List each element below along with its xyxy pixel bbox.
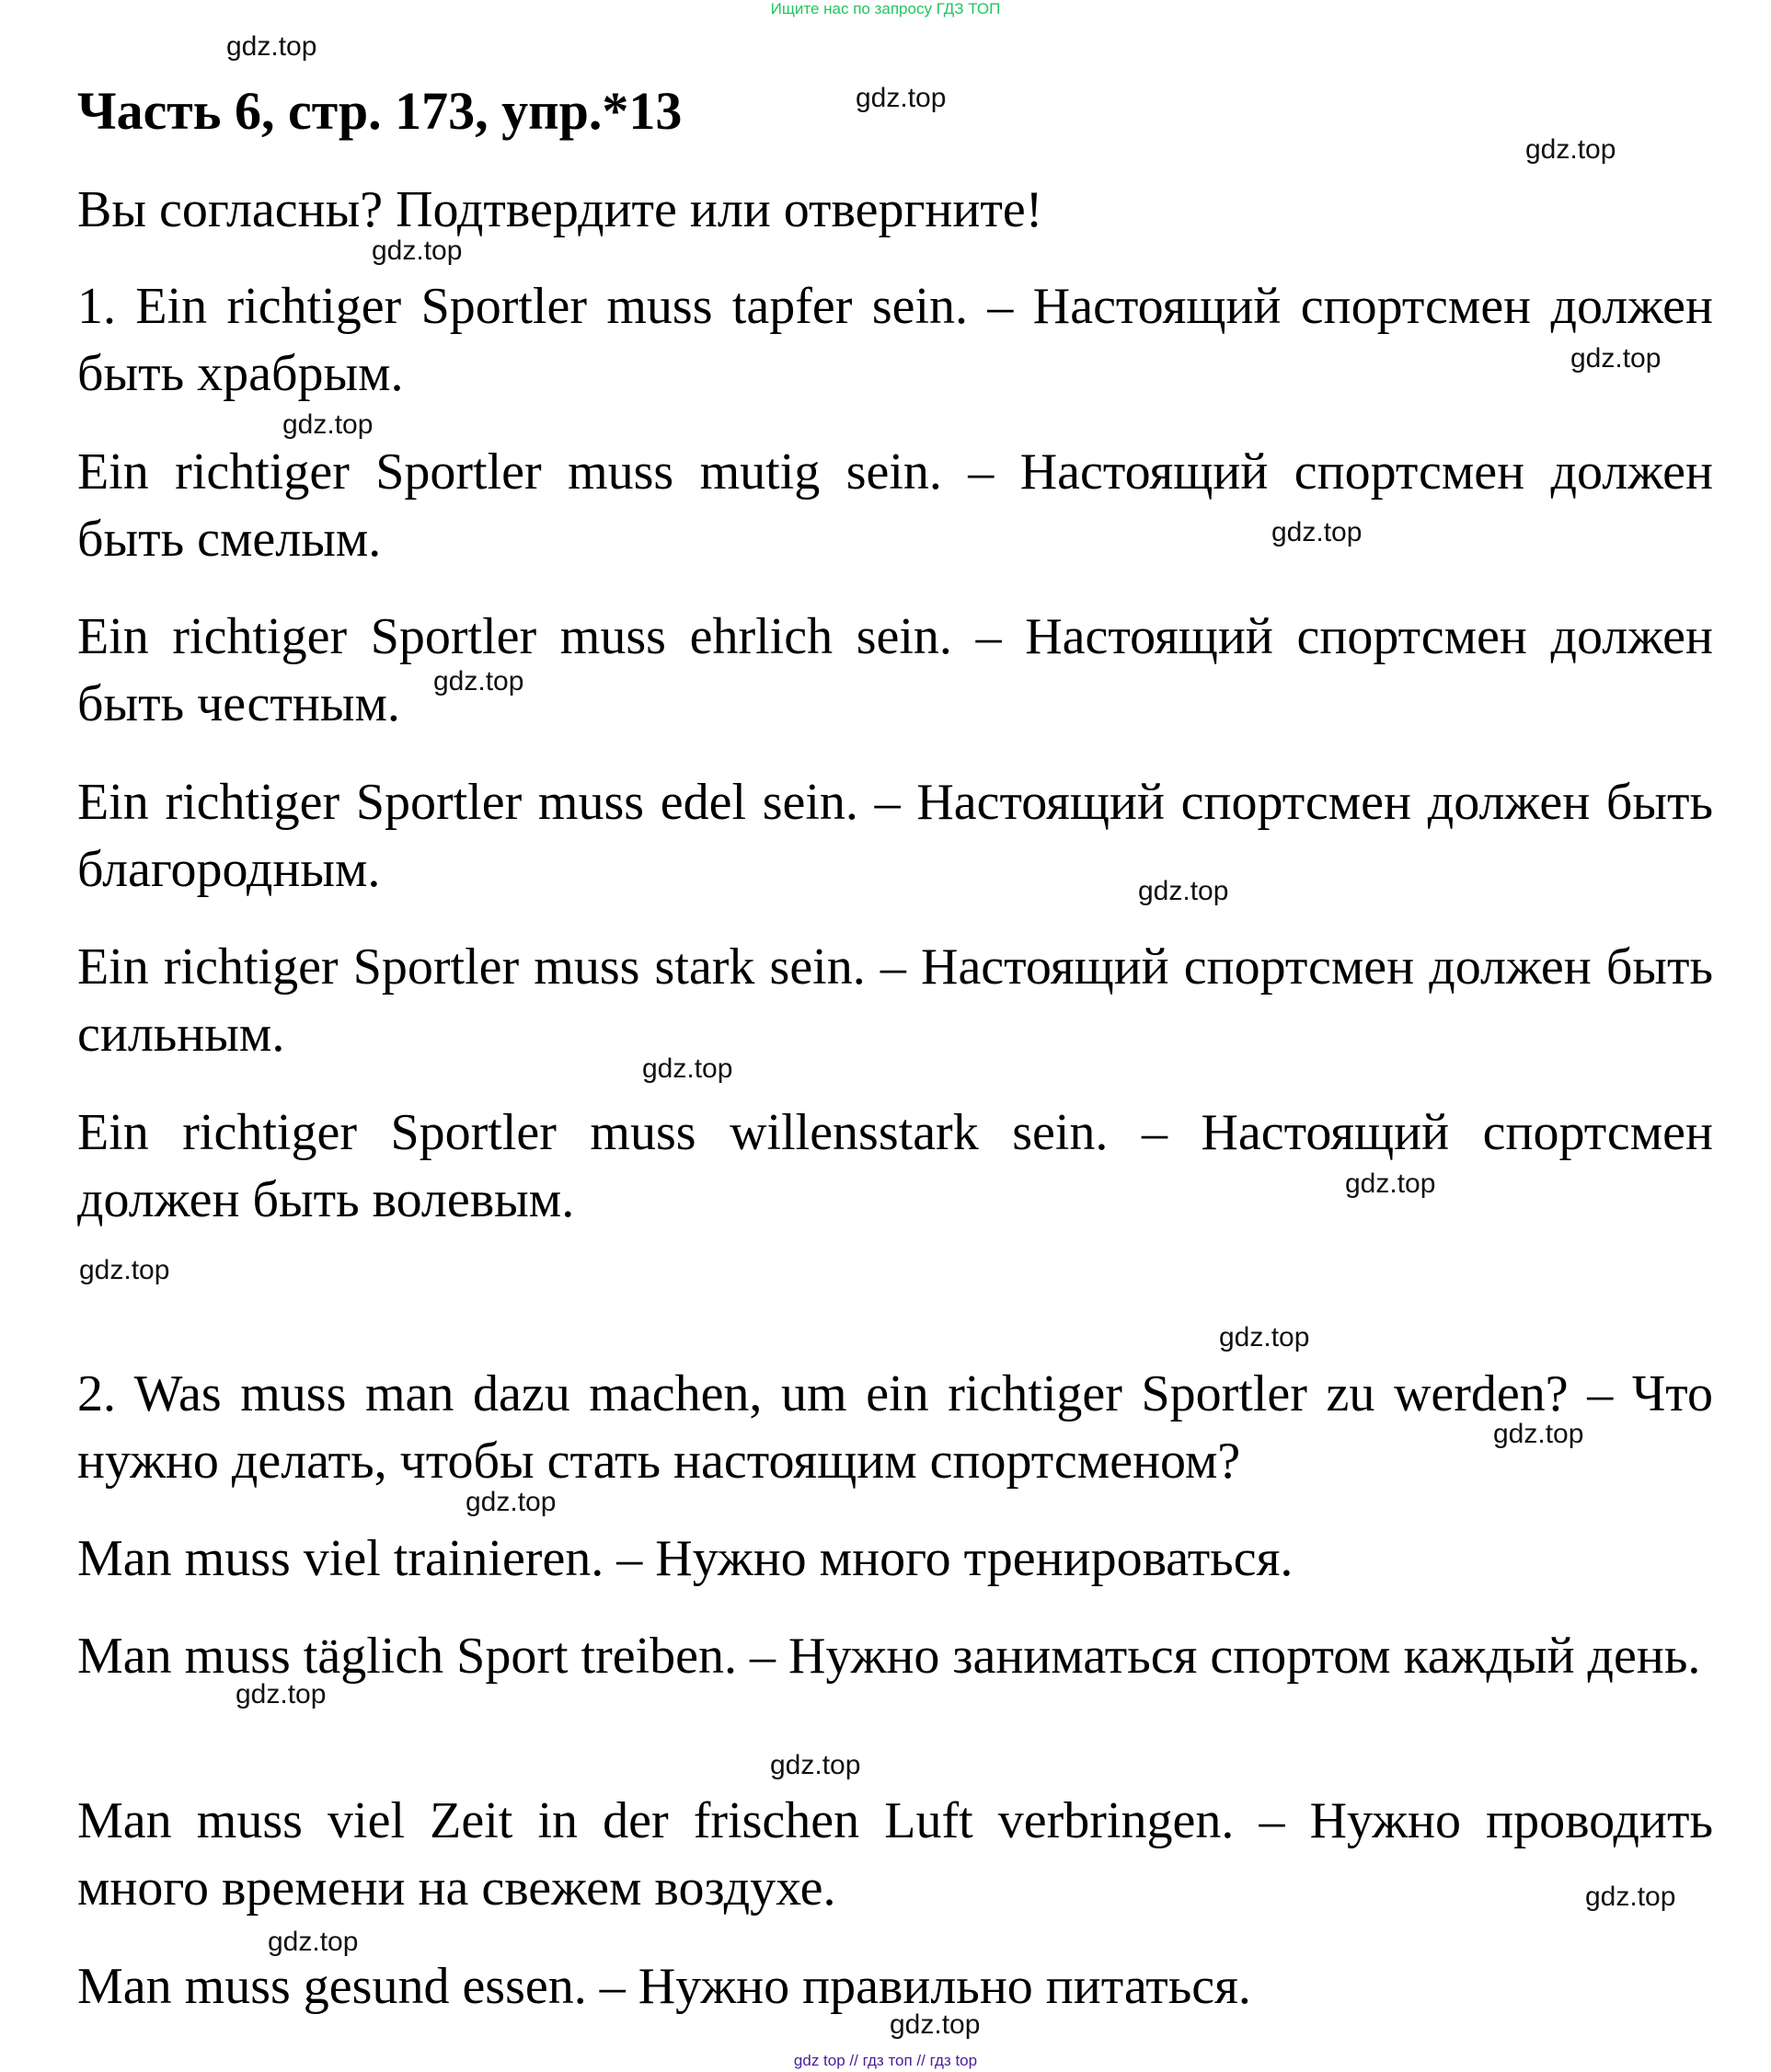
page-title: Часть 6, стр. 173, упр.*13 bbox=[77, 81, 683, 141]
watermark: gdz.top bbox=[372, 236, 463, 266]
paragraph-1: 1. Ein richtiger Sportler muss tapfer sein. – Настоящий спортсмен должен быть храбрым. bbox=[77, 278, 1713, 402]
paragraph-3: Ein richtiger Sportler muss ehrlich sein. – Настоящий спортсмен должен быть честным. bbox=[77, 608, 1713, 732]
watermark: gdz.top bbox=[642, 1053, 733, 1084]
watermark: gdz.top bbox=[856, 83, 947, 113]
watermark: gdz.top bbox=[1585, 1882, 1676, 1912]
paragraph-10: Man muss viel Zeit in der frischen Luft verbringen. – Нужно проводить много времени на свежем воздухе. bbox=[77, 1792, 1713, 1917]
watermark: gdz.top bbox=[1493, 1419, 1584, 1449]
watermark: gdz.top bbox=[1271, 517, 1363, 547]
intro-text: Вы согласны? Подтвердите или отвергните! bbox=[77, 181, 1043, 238]
watermark: gdz.top bbox=[226, 31, 317, 62]
watermark: gdz.top bbox=[1219, 1322, 1310, 1353]
paragraph-7: 2. Was muss man dazu machen, um ein richtiger Sportler zu werden? – Что нужно делать, чтобы стать настоящим спортсменом? bbox=[77, 1365, 1713, 1490]
paragraph-4: Ein richtiger Sportler muss edel sein. – Настоящий спортсмен должен быть благородным. bbox=[77, 774, 1713, 898]
watermark: gdz.top bbox=[890, 2009, 981, 2040]
watermark: gdz.top bbox=[433, 666, 524, 696]
footer-text: gdz top // гдз топ // гдз top bbox=[793, 2052, 978, 2069]
paragraph-2: Ein richtiger Sportler muss mutig sein. – Настоящий спортсмен должен быть смелым. bbox=[77, 443, 1713, 568]
paragraph-9: Man muss täglich Sport treiben. – Нужно заниматься спортом каждый день. bbox=[77, 1628, 1701, 1685]
watermark: gdz.top bbox=[1525, 134, 1616, 165]
watermark: gdz.top bbox=[236, 1679, 327, 1709]
paragraph-6: Ein richtiger Sportler muss willensstark sein. – Настоящий спортсмен должен быть волевым. bbox=[77, 1104, 1713, 1228]
paragraph-11: Man muss gesund essen. – Нужно правильно питаться. bbox=[77, 1958, 1251, 2015]
watermark: gdz.top bbox=[1570, 343, 1662, 374]
watermark: gdz.top bbox=[282, 409, 374, 440]
watermark: gdz.top bbox=[268, 1927, 359, 1957]
top-banner: Ищите нас по запросу ГДЗ ТОП bbox=[770, 0, 1001, 17]
paragraph-5: Ein richtiger Sportler muss stark sein. – Настоящий спортсмен должен быть сильным. bbox=[77, 938, 1713, 1063]
watermark: gdz.top bbox=[770, 1750, 861, 1780]
watermark: gdz.top bbox=[79, 1255, 170, 1285]
watermark: gdz.top bbox=[1345, 1168, 1436, 1199]
paragraph-8: Man muss viel trainieren. – Нужно много тренироваться. bbox=[77, 1530, 1294, 1587]
watermark: gdz.top bbox=[1138, 876, 1229, 906]
watermark: gdz.top bbox=[466, 1487, 557, 1517]
